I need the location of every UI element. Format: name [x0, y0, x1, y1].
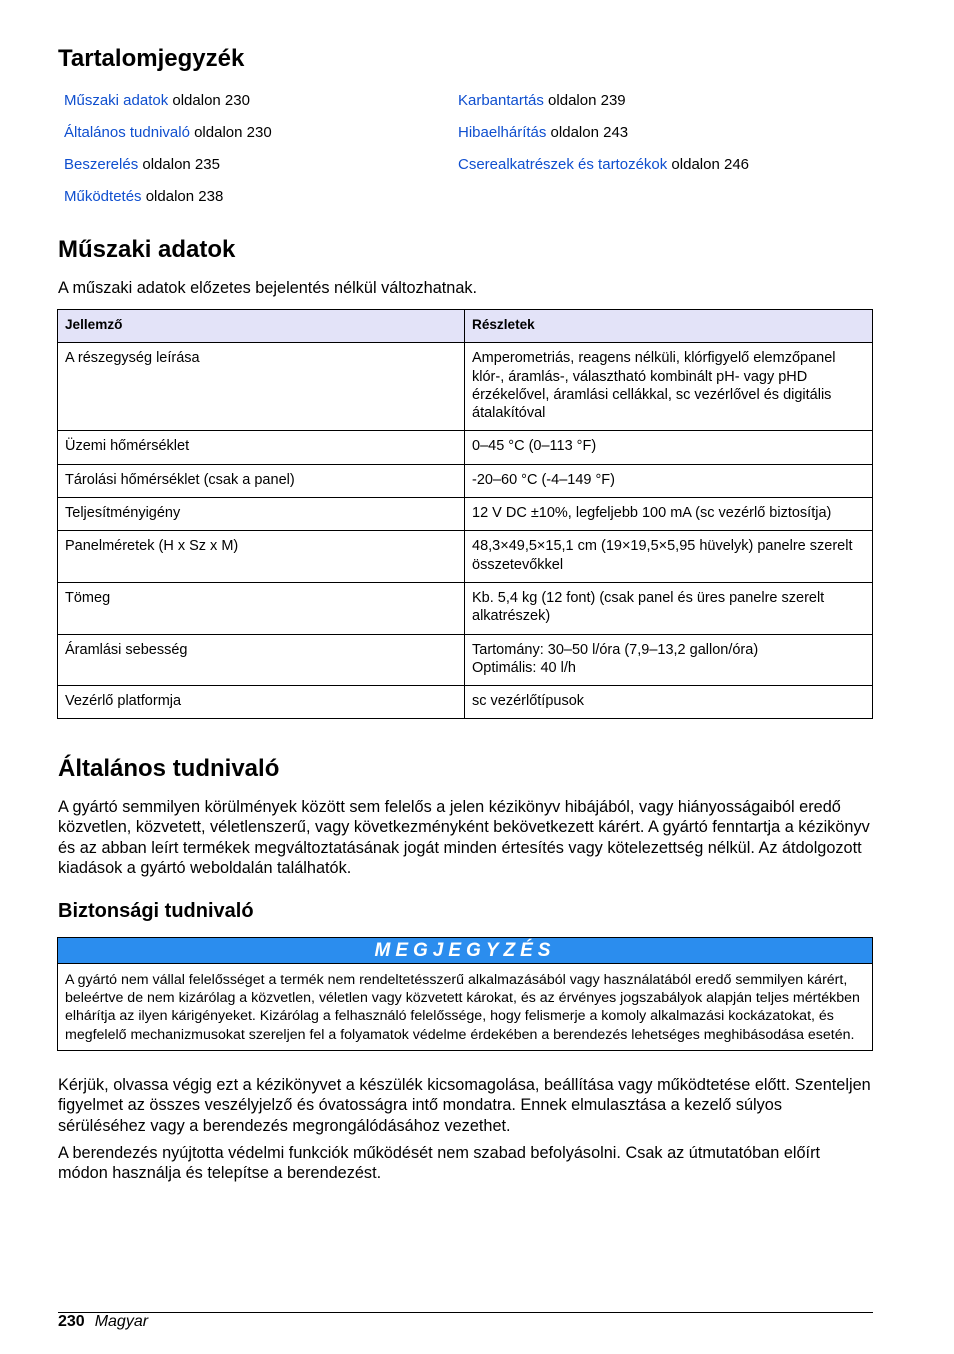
toc-link-beszereles[interactable]: Beszerelés [64, 156, 139, 173]
spec-detail: 0–45 °C (0–113 °F) [465, 431, 873, 464]
spec-detail: Kb. 5,4 kg (12 font) (csak panel és üres panelre szerelt alkatrészek) [465, 582, 873, 634]
note-label: MEGJEGYZÉS [58, 938, 872, 964]
safety-heading: Biztonsági tudnivaló [58, 900, 254, 922]
specs-heading: Műszaki adatok [58, 236, 236, 263]
toc-page-ref: oldalon 230 [189, 124, 272, 141]
note-text: A gyártó nem vállal felelősséget a termék nem rendeltetésszerű alkalmazásából vagy használatából eredő semmilyen kárért, beleértve de nem kizárólag a közvetlen, véletlen vagy közvetett károkat, és az érvényes jogszabályok alapján teljes mértékben elhárítja az ilyen kárigényeket. Kizárólag a felhasználó felelőssége, hogy felismerje a komoly alkalmazási kockázatokat, és megfelelő mechanizmusokat szereljen fel a folyamatok védelme érdekében a berendezés lehetséges meghibásodása esetén. [65, 972, 860, 1043]
toc-page-ref: oldalon 238 [141, 188, 224, 205]
specs-table [57, 309, 873, 719]
table-row [58, 343, 873, 431]
page-number: 230 [58, 1313, 85, 1330]
table-row [58, 634, 873, 686]
spec-name: Tárolási hőmérséklet (csak a panel) [58, 464, 465, 497]
spec-detail: 12 V DC ±10%, legfeljebb 100 mA (sc vezérlő biztosítja) [465, 498, 873, 531]
table-header-row [58, 310, 873, 343]
toc-page-ref: oldalon 243 [546, 124, 629, 141]
table-row [58, 582, 873, 634]
toc-left-column [64, 91, 272, 219]
table-row [58, 431, 873, 464]
toc-link-muszaki-adatok[interactable]: Műszaki adatok [64, 92, 169, 109]
toc-page-ref: oldalon 230 [168, 92, 250, 109]
spec-detail: sc vezérlőtípusok [465, 686, 873, 719]
toc-title: Tartalomjegyzék [58, 45, 245, 72]
spec-detail: -20–60 °C (-4–149 °F) [465, 464, 873, 497]
table-row [58, 498, 873, 531]
specs-intro: A műszaki adatok előzetes bejelentés nélkül változhatnak. [58, 279, 478, 297]
toc-item [64, 123, 272, 155]
column-header-feature: Jellemző [58, 310, 465, 343]
toc-link-altalanos-tudnivalo[interactable]: Általános tudnivaló [64, 124, 190, 141]
toc-link-hibaelharitas[interactable]: Hibaelhárítás [458, 124, 547, 141]
general-text: A gyártó semmilyen körülmények között sem felelős a jelen kézikönyv hibájából, vagy hiányosságaiból eredő közvetlen, közvetett, véletlenszerű, vagy következményként bekövetkezett kárért. A gyártó fenntartja a kézikönyv és az abban leírt termékek megváltoztatásának jogát minden értesítés vagy kötelezettség nélkül. Az átdolgozott kiadások a gyártó weboldalán találhatók. [58, 798, 870, 877]
toc-page-ref: oldalon 246 [667, 156, 750, 173]
spec-detail: 48,3×49,5×15,1 cm (19×19,5×5,95 hüvelyk) panelre szerelt összetevőkkel [465, 531, 873, 583]
general-heading: Általános tudnivaló [58, 755, 280, 782]
toc-page-ref: oldalon 235 [138, 156, 220, 173]
spec-name: Tömeg [58, 582, 465, 634]
page-footer [58, 1312, 148, 1332]
spec-detail: Amperometriás, reagens nélküli, klórfigyelő elemzőpanel klór-, áramlás-, választható kombinált pH- vagy pHD érzékelővel, áramlási cellákkal, sc vezérlővel és digitális átalakítóval [465, 343, 873, 431]
toc-item [458, 155, 749, 187]
toc-link-cserealkatreszek[interactable]: Cserealkatrészek és tartozékok [458, 156, 668, 173]
column-header-details: Részletek [465, 310, 873, 343]
spec-name: A részegység leírása [58, 343, 465, 431]
spec-detail: Tartomány: 30–50 l/óra (7,9–13,2 gallon/óra) Optimális: 40 l/h [465, 634, 873, 686]
safety-paragraph-1: Kérjük, olvassa végig ezt a kézikönyvet a készülék kicsomagolása, beállítása vagy működtetése előtt. Szenteljen figyelmet az összes veszélyjelző és óvatosságra intő mondatra. Ennek elmulasztása a kezelő súlyos sérüléséhez vagy a berendezés megrongálódásához vezethet. [58, 1076, 871, 1135]
toc-item [64, 187, 272, 219]
note-box [57, 937, 873, 1051]
toc-item [64, 155, 272, 187]
toc-page-ref: oldalon 239 [543, 92, 626, 109]
toc-link-karbantartas[interactable]: Karbantartás [458, 92, 544, 109]
spec-name: Panelméretek (H x Sz x M) [58, 531, 465, 583]
spec-name: Teljesítményigény [58, 498, 465, 531]
spec-name: Vezérlő platformja [58, 686, 465, 719]
toc-item [458, 91, 749, 123]
table-row [58, 686, 873, 719]
toc-item [64, 91, 272, 123]
table-row [58, 464, 873, 497]
spec-name: Áramlási sebesség [58, 634, 465, 686]
toc-right-column [458, 91, 749, 187]
spec-name: Üzemi hőmérséklet [58, 431, 465, 464]
table-row [58, 531, 873, 583]
footer-divider [58, 1312, 873, 1313]
toc-link-mukodtetes[interactable]: Működtetés [64, 188, 142, 205]
safety-paragraph-2: A berendezés nyújtotta védelmi funkciók működését nem szabad befolyásolni. Csak az útmutatóban előírt módon használja és telepítse a berendezést. [58, 1144, 821, 1183]
toc-item [458, 123, 749, 155]
footer-language: Magyar [94, 1313, 149, 1330]
